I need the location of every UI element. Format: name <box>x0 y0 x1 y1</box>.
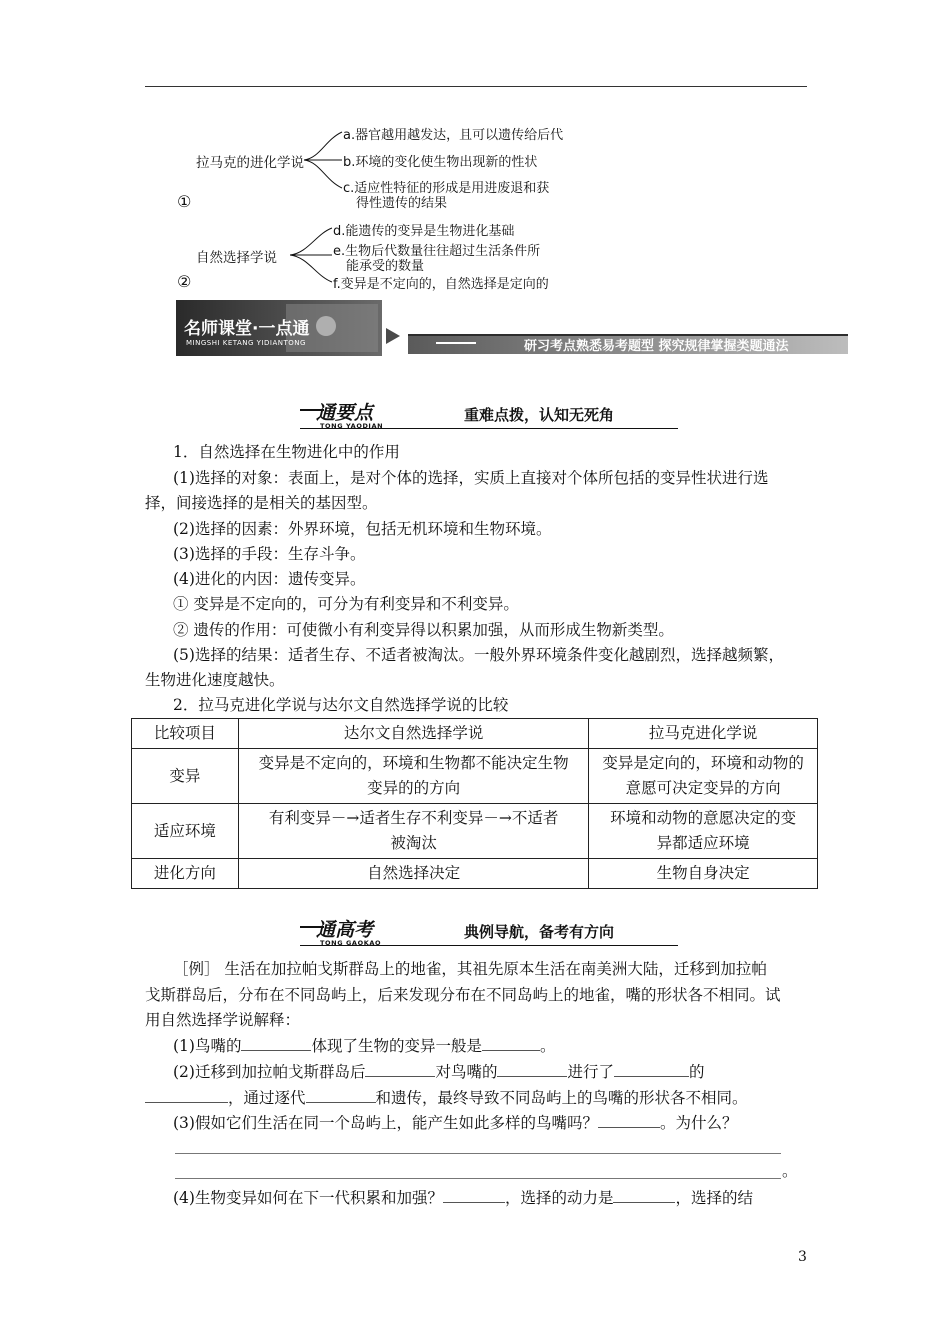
table-cell-darwin: 自然选择决定 <box>238 859 588 889</box>
answer-blank[interactable] <box>306 1087 376 1103</box>
section1-pinyin: TONG YAODIAN <box>320 422 384 430</box>
marker-2: ② <box>177 272 192 291</box>
table-cell-darwin <box>238 749 588 804</box>
section2-logo: 通高考 <box>316 919 374 941</box>
example-line-1: ［例］ 生活在加拉帕戈斯群岛上的地雀，其祖先原本生活在南美洲大陆，迁移到加拉帕 <box>173 960 767 978</box>
q4-text-b: ，选择的动力是 <box>504 1189 614 1207</box>
darwin-item-f: f.变异是不定向的，自然选择是定向的 <box>333 277 549 292</box>
banner-slogan: 研习考点熟悉易考题型 探究规律掌握类题通法 <box>524 339 789 354</box>
para-1-4-2: ② 遗传的作用：可使微小有利变异得以积累加强，从而形成生物新类型。 <box>173 621 674 639</box>
darwin-item-e: e.生物后代数量往往超过生活条件所 <box>333 244 541 259</box>
section1-logo: 通要点 <box>316 402 374 424</box>
cell-line: 意愿可决定变异的方向 <box>625 779 781 797</box>
header-rule <box>145 86 807 87</box>
lamarck-item-a: a.器官越用越发达，且可以遗传给后代 <box>343 128 564 143</box>
q4-text-a: (4)生物变异如何在下一代积累和加强？ <box>173 1189 443 1207</box>
question-4 <box>173 1187 753 1209</box>
table-cell-lamarck: 生物自身决定 <box>589 859 818 889</box>
cell-line: 被淘汰 <box>390 834 437 852</box>
table-row <box>132 859 818 889</box>
para-1-2: (2)选择的因素：外界环境，包括无机环境和生物环境。 <box>173 520 552 538</box>
q1-text-a: (1)鸟嘴的 <box>173 1037 242 1055</box>
table-header-cell: 比较项目 <box>132 719 239 749</box>
para-1-4-1: ① 变异是不定向的，可分为有利变异和不利变异。 <box>173 595 519 613</box>
q1-text-c: 。 <box>539 1037 556 1055</box>
darwin-item-d: d.能遗传的变异是生物进化基础 <box>333 224 515 239</box>
table-cell-lamarck <box>589 749 818 804</box>
para-2-heading: 2．拉马克进化学说与达尔文自然选择学说的比较 <box>173 696 509 714</box>
q2-text-f: 和遗传，最终导致不同岛屿上的鸟嘴的形状各不相同。 <box>375 1089 748 1107</box>
comparison-table <box>131 718 818 889</box>
answer-blank[interactable] <box>145 1087 228 1103</box>
para-1-4: (4)进化的内因：遗传变异。 <box>173 570 366 588</box>
para-1-1a: (1)选择的对象：表面上，是对个体的选择，实质上直接对个体所包括的变异性状进行选 <box>173 469 769 487</box>
question-3 <box>173 1112 737 1134</box>
para-1-3: (3)选择的手段：生存斗争。 <box>173 545 366 563</box>
answer-line[interactable] <box>175 1178 781 1179</box>
answer-blank[interactable] <box>365 1061 435 1077</box>
question-2-line-2 <box>145 1087 748 1109</box>
table-cell-item: 变异 <box>132 749 239 804</box>
marker-1: ① <box>177 192 192 211</box>
answer-line[interactable] <box>175 1153 781 1154</box>
para-1-5a: (5)选择的结果：适者生存、不适者被淘汰。一般外界环境条件变化越剧烈，选择越频繁， <box>173 646 784 664</box>
cell-line: 变异是不定向的，环境和生物都不能决定生物 <box>258 754 569 772</box>
lamarck-label: 拉马克的进化学说 <box>196 155 304 171</box>
example-line-2: 戈斯群岛后，分布在不同岛屿上，后来发现分布在不同岛屿上的地雀，嘴的形状各不相同。试 <box>145 986 781 1004</box>
q3-end-mark: 。 <box>782 1162 798 1180</box>
q2-text-a: (2)迁移到加拉帕戈斯群岛后 <box>173 1063 366 1081</box>
section1-rule <box>300 428 678 429</box>
lamarck-item-c-cont: 得性遗传的结果 <box>356 196 448 211</box>
example-line-3: 用自然选择学说解释： <box>145 1011 301 1029</box>
para-1-heading: 1．自然选择在生物进化中的作用 <box>173 443 400 461</box>
table-cell-lamarck <box>589 804 818 859</box>
q3-text-a: (3)假如它们生活在同一个岛屿上，能产生如此多样的鸟嘴吗？ <box>173 1114 598 1132</box>
answer-blank[interactable] <box>443 1187 505 1203</box>
banner-pinyin: MINGSHI KETANG YIDIANTONG <box>186 339 306 347</box>
table-header-cell: 达尔文自然选择学说 <box>238 719 588 749</box>
table-cell-item: 适应环境 <box>132 804 239 859</box>
darwin-item-e-cont: 能承受的数量 <box>346 259 425 274</box>
darwin-label: 自然选择学说 <box>196 250 277 266</box>
section-banner <box>176 300 848 356</box>
section1-tagline: 重难点拨，认知无死角 <box>464 406 615 424</box>
cell-line: 环境和动物的意愿决定的变 <box>610 809 797 827</box>
para-1-5b: 生物进化速度越快。 <box>145 671 285 689</box>
diagram-braces <box>290 118 350 298</box>
lamarck-item-c: c.适应性特征的形成是用进废退和获 <box>343 181 550 196</box>
section2-rule <box>300 945 678 946</box>
page-number: 3 <box>798 1249 807 1265</box>
lamarck-item-b: b.环境的变化使生物出现新的性状 <box>343 155 538 170</box>
table-cell-item: 进化方向 <box>132 859 239 889</box>
answer-blank[interactable] <box>482 1035 540 1051</box>
q2-text-c: 进行了 <box>567 1063 614 1081</box>
cell-line: 有利变异－→适者生存不利变异－→不适者 <box>268 809 559 827</box>
cell-line: 变异是定向的，环境和动物的 <box>602 754 804 772</box>
question-2-line-1 <box>173 1061 705 1083</box>
answer-blank[interactable] <box>598 1112 660 1128</box>
q1-text-b: 体现了生物的变异一般是 <box>311 1037 482 1055</box>
table-header-cell: 拉马克进化学说 <box>589 719 818 749</box>
cell-line: 异都适应环境 <box>656 834 750 852</box>
section2-pinyin: TONG GAOKAO <box>320 939 382 947</box>
table-row <box>132 749 818 804</box>
table-header-row <box>132 719 818 749</box>
table-cell-darwin <box>238 804 588 859</box>
q2-text-d: 的 <box>689 1063 705 1081</box>
q2-text-e: ，通过逐代 <box>228 1089 306 1107</box>
section2-logo-stroke <box>300 926 324 928</box>
answer-blank[interactable] <box>497 1061 567 1077</box>
section1-logo-stroke <box>300 409 324 411</box>
answer-blank[interactable] <box>614 1061 689 1077</box>
question-1 <box>173 1035 556 1057</box>
answer-blank[interactable] <box>241 1035 311 1051</box>
cell-line: 变异的的方向 <box>367 779 461 797</box>
q2-text-b: 对鸟嘴的 <box>435 1063 498 1081</box>
answer-blank[interactable] <box>613 1187 675 1203</box>
para-1-1b: 择，间接选择的是相关的基因型。 <box>145 494 378 512</box>
banner-title: 名师课堂·一点通 <box>184 319 310 339</box>
q4-text-c: ，选择的结 <box>675 1189 753 1207</box>
q3-text-b: 。为什么？ <box>659 1114 738 1132</box>
section2-tagline: 典例导航，备考有方向 <box>464 923 615 941</box>
table-row <box>132 804 818 859</box>
